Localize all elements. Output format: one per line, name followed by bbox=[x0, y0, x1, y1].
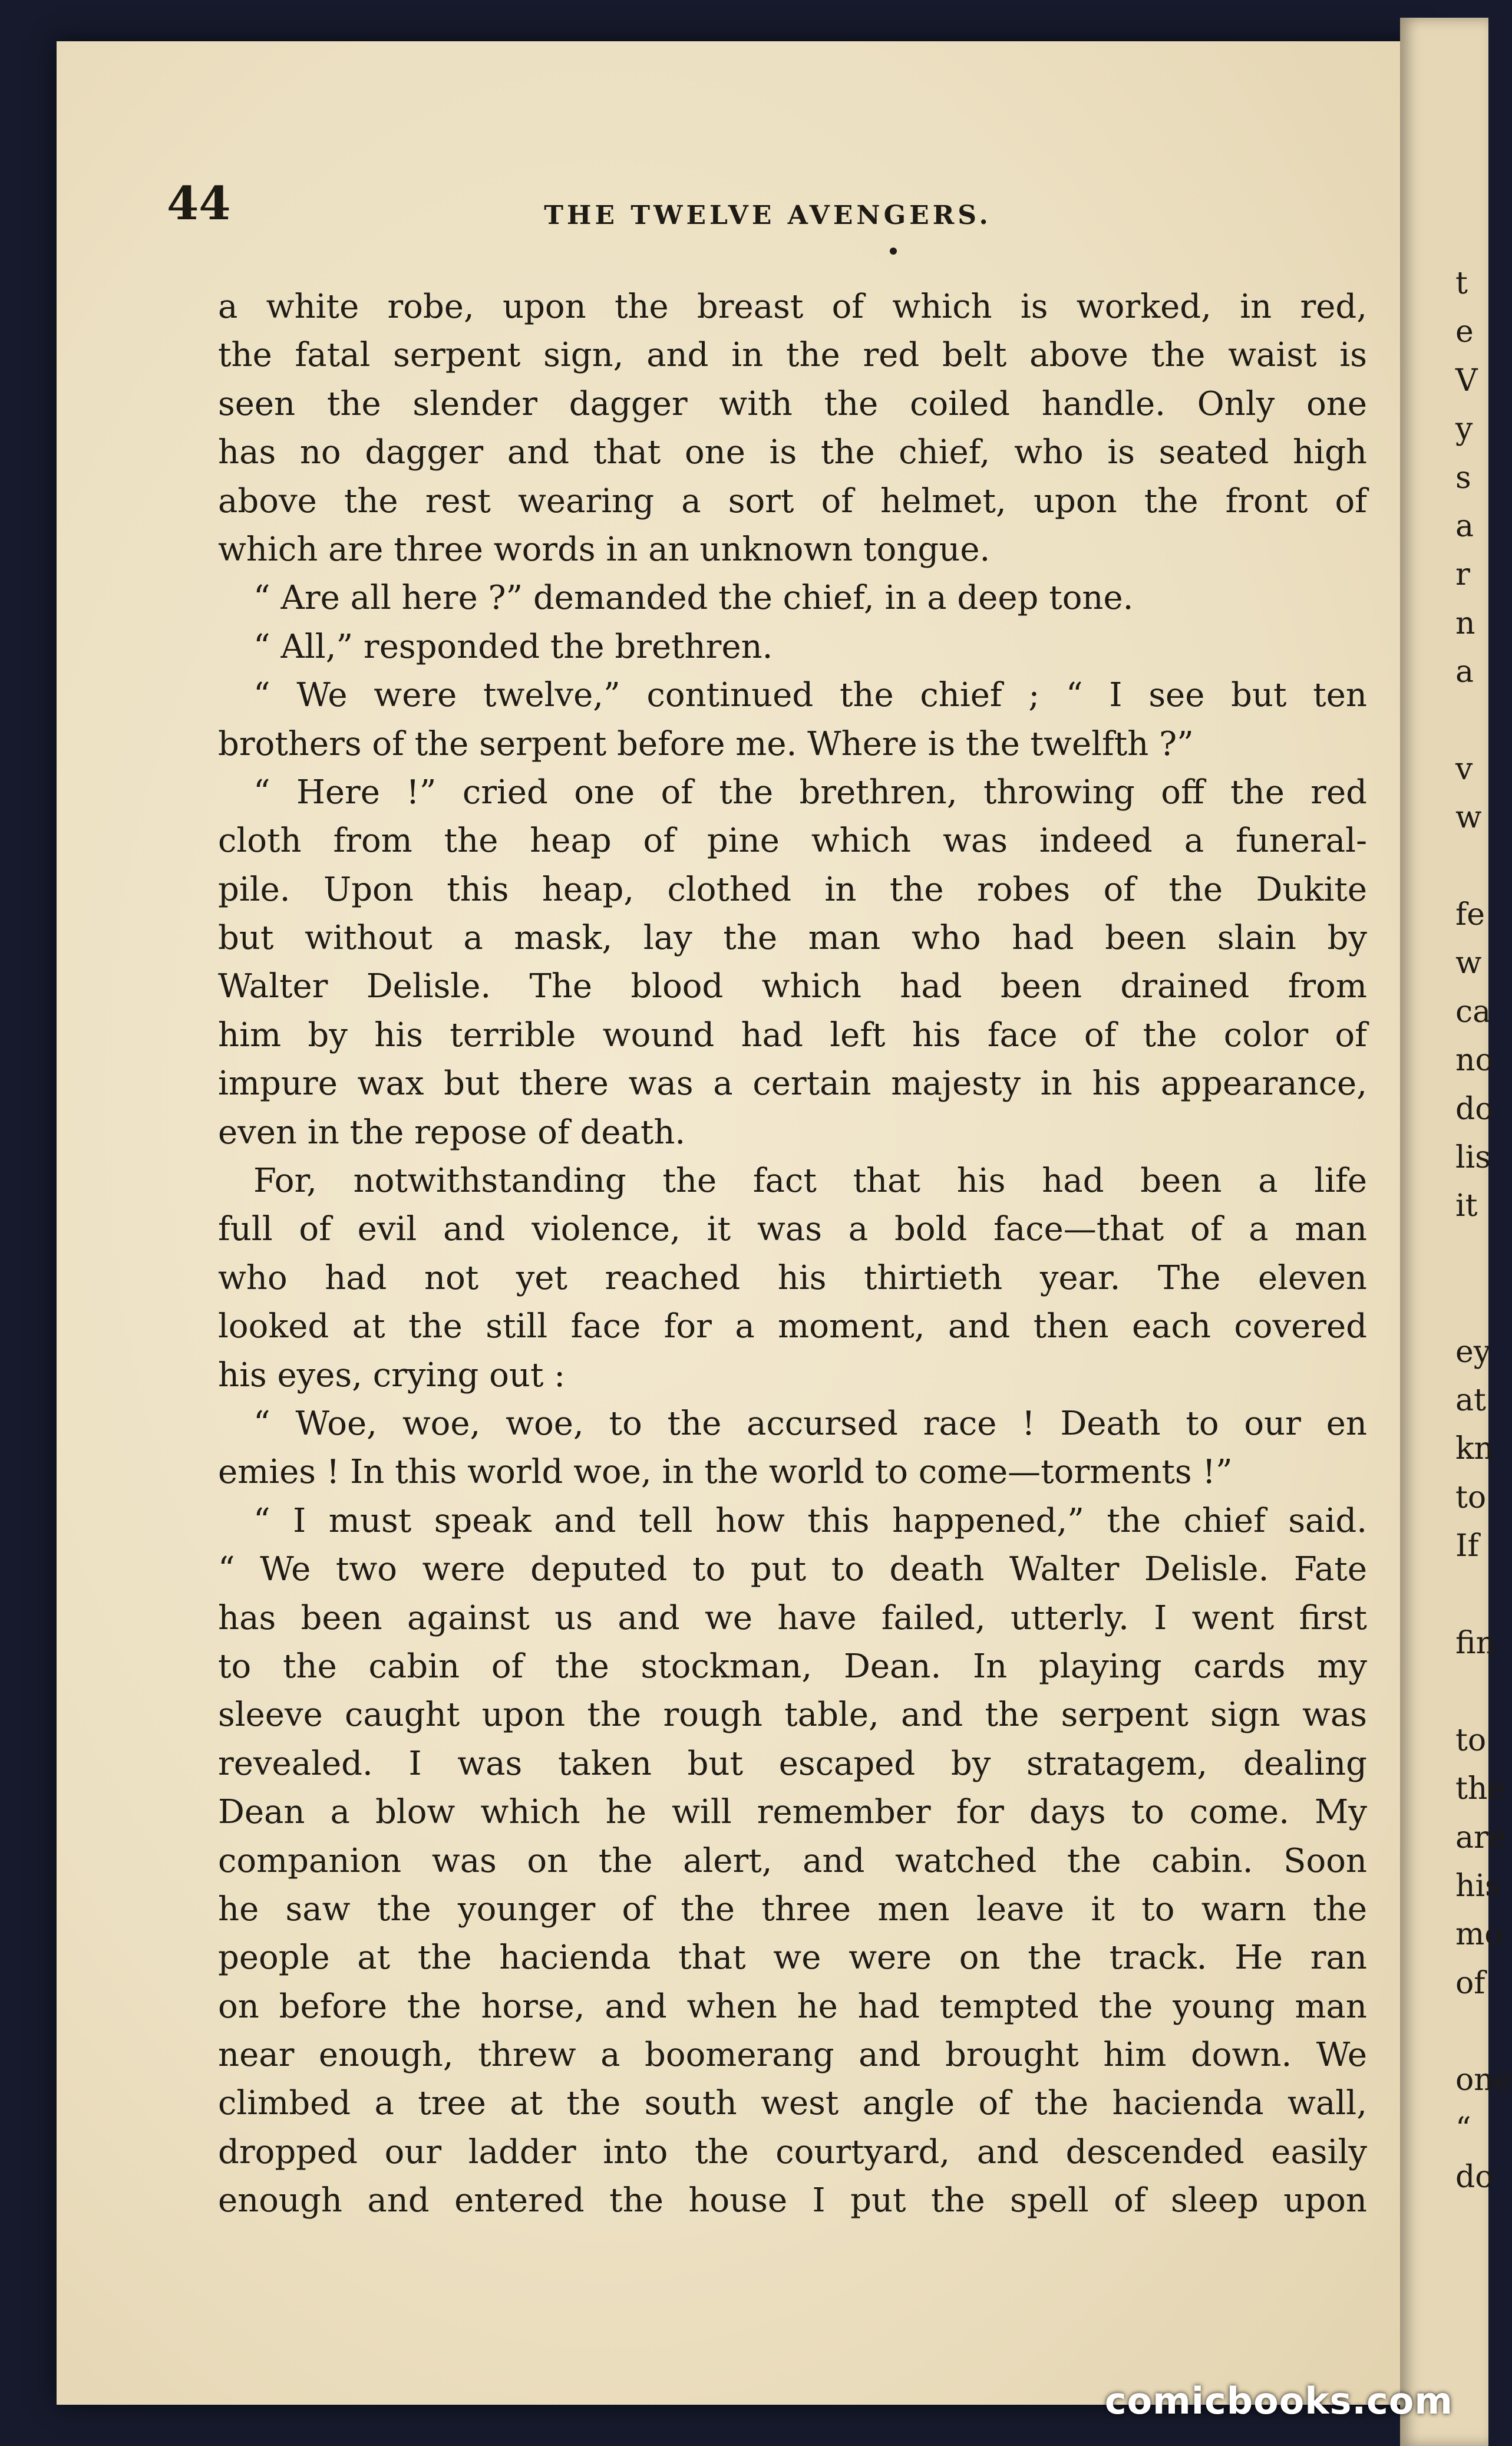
next-page-fragment: v bbox=[1455, 751, 1473, 787]
text-line: climbed a tree at the south west angle of the hacienda wall, bbox=[218, 2084, 1367, 2123]
next-page-fragment: his bbox=[1455, 1868, 1501, 1904]
next-page-fragment: of bbox=[1455, 1965, 1485, 2001]
text-line: companion was on the alert, and watched the cabin. Soon bbox=[218, 1841, 1367, 1880]
page-header bbox=[167, 177, 1369, 259]
next-page-fragment: ca bbox=[1455, 994, 1491, 1030]
next-page-fragment bbox=[1455, 2007, 1488, 2056]
next-page-fragment: a bbox=[1455, 654, 1474, 690]
text-line: looked at the still face for a moment, and then each covered bbox=[218, 1307, 1367, 1346]
text-line: his eyes, crying out : bbox=[218, 1356, 566, 1395]
text-line: has no dagger and that one is the chief, who is seated high bbox=[218, 433, 1367, 472]
next-page-fragment: the bbox=[1455, 1771, 1506, 1807]
next-page-fragment: w bbox=[1455, 800, 1482, 836]
text-line: “ I must speak and tell how this happened,” the chief said. bbox=[253, 1501, 1367, 1540]
text-line: Walter Delisle. The blood which had been drained from bbox=[218, 967, 1367, 1006]
next-page-fragment: w bbox=[1455, 945, 1482, 981]
next-page-fragment bbox=[1455, 1279, 1488, 1327]
next-page-fragment: it bbox=[1455, 1188, 1478, 1224]
next-page-fragment: “ bbox=[1455, 2111, 1471, 2147]
next-page-fragment: lis bbox=[1455, 1140, 1491, 1176]
text-line: people at the hacienda that we were on the track. He ran bbox=[218, 1939, 1367, 1977]
next-page-fragment bbox=[1455, 1571, 1488, 1619]
next-page-fragments bbox=[1455, 259, 1512, 2202]
text-line: “ We were twelve,” continued the chief ; “ I see but ten bbox=[253, 676, 1367, 715]
text-line: For, notwithstanding the fact that his had been a life bbox=[253, 1162, 1367, 1201]
text-line: even in the repose of death. bbox=[218, 1113, 686, 1152]
next-page-fragment: to bbox=[1455, 1722, 1487, 1758]
text-line: near enough, threw a boomerang and brought him down. We bbox=[218, 2036, 1367, 2075]
watermark: comicbooks.com bbox=[1104, 2379, 1453, 2422]
text-line: above the rest wearing a sort of helmet, upon the front of bbox=[218, 482, 1367, 520]
next-page-fragment bbox=[1455, 697, 1488, 745]
next-page-fragment: to bbox=[1455, 1479, 1487, 1515]
text-line: “ Are all here ?” demanded the chief, in a deep tone. bbox=[253, 579, 1134, 618]
text-line: revealed. I was taken but escaped by stratagem, dealing bbox=[218, 1744, 1367, 1783]
next-page-fragment: s bbox=[1455, 460, 1471, 496]
next-page-fragment: are bbox=[1455, 1819, 1507, 1855]
next-page-fragment: do bbox=[1455, 1091, 1494, 1127]
text-line: full of evil and violence, it was a bold face—that of a man bbox=[218, 1210, 1367, 1249]
next-page-fragment: ey bbox=[1455, 1334, 1491, 1370]
next-page-fragment bbox=[1455, 1231, 1488, 1279]
next-page-fragment: r bbox=[1455, 557, 1470, 593]
next-page-fragment: kn bbox=[1455, 1431, 1494, 1467]
text-line: to the cabin of the stockman, Dean. In playing cards my bbox=[218, 1647, 1367, 1686]
text-line: emies ! In this world woe, in the world to come—torments !” bbox=[218, 1453, 1233, 1492]
next-page-fragment: fe bbox=[1455, 897, 1485, 933]
text-line: on before the horse, and when he had tempted the young man bbox=[218, 1987, 1367, 2026]
next-page-fragment: a bbox=[1455, 508, 1474, 544]
text-line: the fatal serpent sign, and in the red belt above the waist is bbox=[218, 336, 1367, 375]
next-page-fragment: y bbox=[1455, 411, 1473, 447]
body-text bbox=[218, 283, 1367, 2226]
text-line: a white robe, upon the breast of which is worked, in red, bbox=[218, 288, 1367, 326]
next-page-fragment bbox=[1455, 1667, 1488, 1716]
next-page-fragment: V bbox=[1455, 362, 1478, 398]
next-page-fragment: e bbox=[1455, 314, 1474, 350]
next-page-fragment bbox=[1455, 842, 1488, 891]
next-page-fragment: do bbox=[1455, 2160, 1494, 2196]
text-line: Dean a blow which he will remember for days to come. My bbox=[218, 1793, 1367, 1832]
page-number: 44 bbox=[167, 177, 231, 230]
text-line: he saw the younger of the three men leave it to warn the bbox=[218, 1890, 1367, 1929]
next-page-fragment: t bbox=[1455, 266, 1468, 301]
text-line: sleeve caught upon the rough table, and the serpent sign was bbox=[218, 1696, 1367, 1735]
next-page-fragment: no bbox=[1455, 1043, 1494, 1079]
text-line: has been against us and we have failed, utterly. I went first bbox=[218, 1598, 1367, 1637]
next-page-fragment: n bbox=[1455, 605, 1475, 641]
text-line: enough and entered the house I put the spell of sleep upon bbox=[218, 2181, 1367, 2220]
text-line: brothers of the serpent before me. Where is the twelfth ?” bbox=[218, 724, 1194, 763]
text-line: impure wax but there was a certain majesty in his appearance, bbox=[218, 1064, 1367, 1103]
next-page-fragment: fin bbox=[1455, 1625, 1496, 1661]
text-line: seen the slender dagger with the coiled handle. Only one bbox=[218, 384, 1367, 423]
text-line: dropped our ladder into the courtyard, and descended easily bbox=[218, 2132, 1367, 2171]
text-line: him by his terrible wound had left his face of the color of bbox=[218, 1016, 1367, 1054]
text-line: who had not yet reached his thirtieth year. The eleven bbox=[218, 1258, 1367, 1297]
text-line: which are three words in an unknown tongue. bbox=[218, 530, 991, 569]
ornament-dot bbox=[890, 248, 897, 255]
text-line: “ We two were deputed to put to death Walter Delisle. Fate bbox=[218, 1550, 1367, 1589]
next-page-fragment: at bbox=[1455, 1382, 1486, 1418]
text-line: cloth from the heap of pine which was indeed a funeral- bbox=[218, 822, 1367, 861]
text-line: “ All,” responded the brethren. bbox=[253, 627, 773, 666]
text-line: but without a mask, lay the man who had been slain by bbox=[218, 919, 1367, 958]
running-head: THE TWELVE AVENGERS. bbox=[544, 200, 992, 230]
text-line: “ Here !” cried one of the brethren, throwing off the red bbox=[253, 773, 1367, 812]
next-page-fragment: If bbox=[1455, 1528, 1479, 1564]
text-line: “ Woe, woe, woe, to the accursed race ! Death to our en bbox=[253, 1404, 1367, 1443]
next-page-fragment: mo bbox=[1455, 1917, 1503, 1953]
text-line: pile. Upon this heap, clothed in the robes of the Dukite bbox=[218, 870, 1367, 909]
next-page-fragment: one bbox=[1455, 2062, 1512, 2098]
